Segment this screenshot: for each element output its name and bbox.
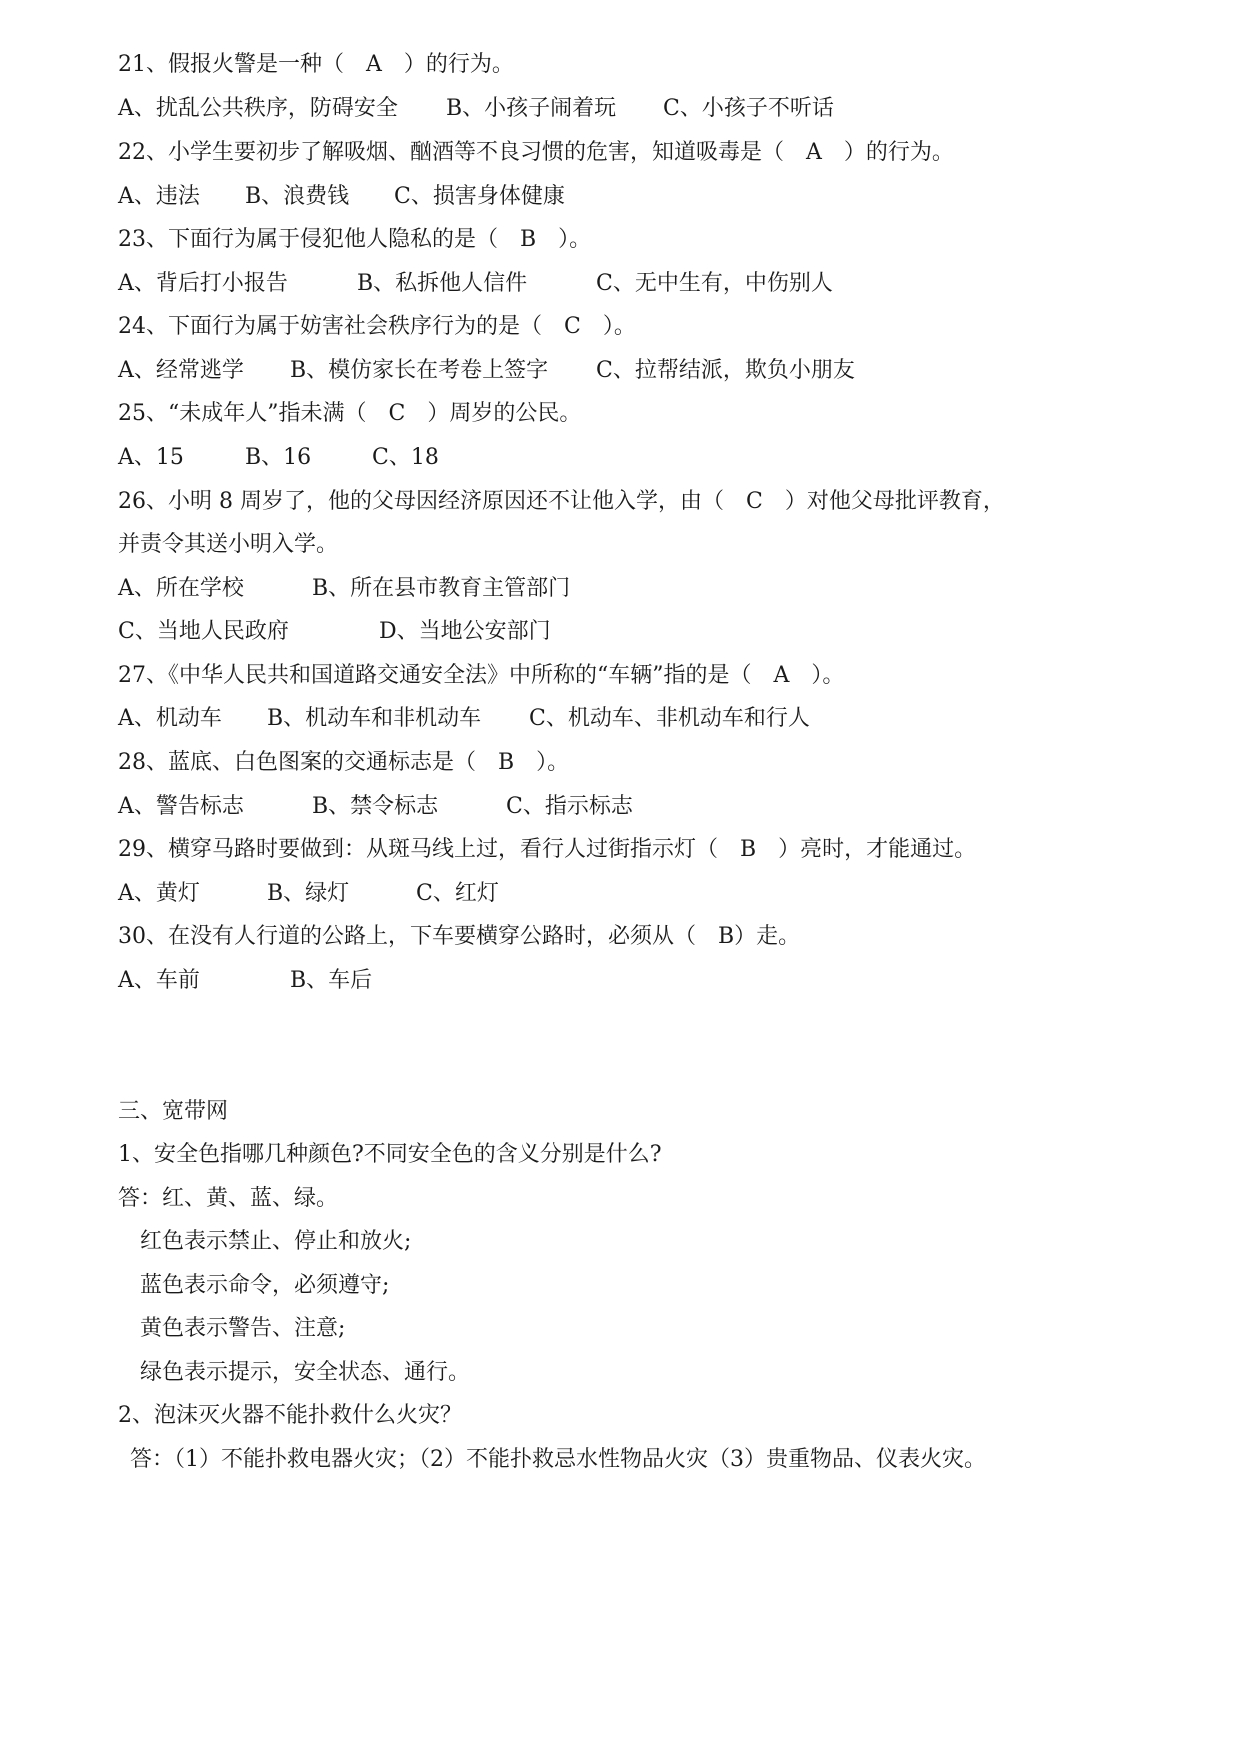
option-c: C、红灯 — [416, 881, 499, 906]
option-a: A、违法 — [118, 184, 200, 209]
option-a: A、机动车 — [118, 706, 222, 731]
option-c: C、18 — [372, 445, 439, 470]
option-b: B、模仿家长在考卷上签字 — [290, 358, 549, 383]
answer-text: 蓝色表示命令，必须遵守; — [140, 1273, 390, 1298]
option-b: B、小孩子闹着玩 — [446, 96, 617, 121]
section-title: 三、宽带网 — [118, 1099, 229, 1124]
option-a: A、背后打小报告 — [118, 271, 288, 296]
question-text: 22、小学生要初步了解吸烟、酗酒等不良习惯的危害，知道吸毒是（ A ）的行为。 — [118, 140, 954, 165]
option-c: C、无中生有，中伤别人 — [596, 271, 833, 296]
option-b: B、浪费钱 — [245, 184, 350, 209]
question-text: 25、“未成年人”指未满（ C ）周岁的公民。 — [118, 401, 582, 426]
question-text: 1、安全色指哪几种颜色?不同安全色的含义分别是什么? — [118, 1142, 662, 1167]
option-b: B、禁令标志 — [312, 794, 439, 819]
option-b: B、机动车和非机动车 — [267, 706, 482, 731]
option-b: B、车后 — [290, 968, 373, 993]
question-text: 2、泡沫灭火器不能扑救什么火灾？ — [118, 1403, 462, 1428]
question-text: 24、下面行为属于妨害社会秩序行为的是（ C ）。 — [118, 314, 636, 339]
option-b: B、绿灯 — [267, 881, 350, 906]
option-d: D、当地公安部门 — [379, 619, 551, 644]
answer-text: 红色表示禁止、停止和放火; — [140, 1229, 412, 1254]
answer-text: 绿色表示提示，安全状态、通行。 — [140, 1360, 471, 1385]
option-a: A、15 — [118, 445, 184, 470]
answer-text: 答：（1）不能扑救电器火灾；（2）不能扑救忌水性物品火灾（3）贵重物品、仪表火灾。 — [130, 1447, 986, 1472]
option-a: A、警告标志 — [118, 794, 244, 819]
answer-text: 答：红、黄、蓝、绿。 — [118, 1186, 339, 1211]
option-a: A、所在学校 — [118, 576, 244, 601]
option-a: A、经常逃学 — [118, 358, 244, 383]
option-c: C、指示标志 — [506, 794, 633, 819]
option-c: C、当地人民政府 — [118, 619, 289, 644]
question-text: 29、横穿马路时要做到：从斑马线上过，看行人过街指示灯（ B ）亮时，才能通过。 — [118, 837, 977, 862]
question-text: 21、假报火警是一种（ A ）的行为。 — [118, 52, 514, 77]
option-c: C、损害身体健康 — [394, 184, 565, 209]
answer-text: 黄色表示警告、注意; — [140, 1316, 346, 1341]
question-text: 27、《中华人民共和国道路交通安全法》中所称的“车辆”指的是（ A ）。 — [118, 663, 845, 688]
question-text: 并责令其送小明入学。 — [118, 532, 339, 557]
option-b: B、所在县市教育主管部门 — [312, 576, 571, 601]
option-b: B、私拆他人信件 — [357, 271, 528, 296]
option-a: A、扰乱公共秩序，防碍安全 — [118, 96, 398, 121]
question-text: 23、下面行为属于侵犯他人隐私的是（ B ）。 — [118, 227, 592, 252]
option-c: C、机动车、非机动车和行人 — [529, 706, 810, 731]
option-a: A、黄灯 — [118, 881, 200, 906]
option-c: C、小孩子不听话 — [663, 96, 834, 121]
option-c: C、拉帮结派，欺负小朋友 — [596, 358, 855, 383]
option-b: B、16 — [245, 445, 312, 470]
question-text: 28、蓝底、白色图案的交通标志是（ B ）。 — [118, 750, 570, 775]
option-a: A、车前 — [118, 968, 200, 993]
question-text: 30、在没有人行道的公路上，下车要横穿公路时，必须从（ B）走。 — [118, 924, 801, 949]
question-text: 26、小明 8 周岁了，他的父母因经济原因还不让他入学，由（ C ）对他父母批评教育， — [118, 489, 1005, 514]
